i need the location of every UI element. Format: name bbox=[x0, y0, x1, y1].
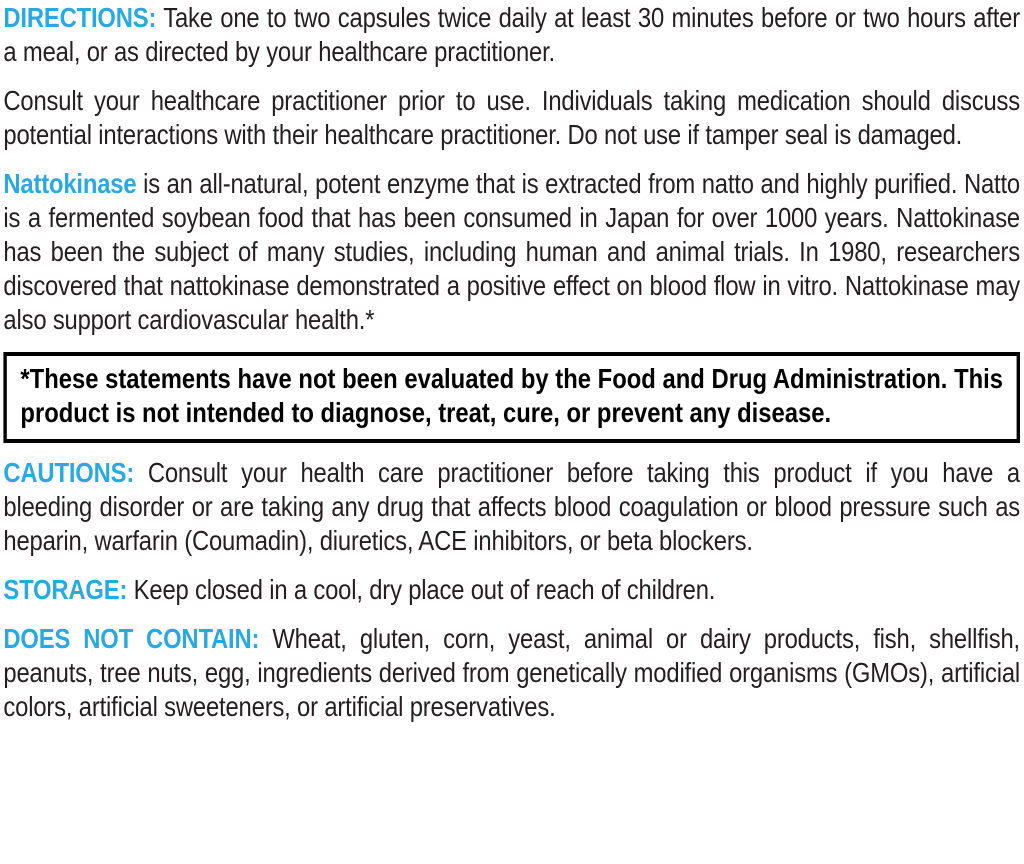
nattokinase-text: is an all-natural, potent enzyme that is extracted from natto and highly purified. Natto is a fermented soybean food that has been consumed in Japan for over 1000 years. Nattokinase has been the subject of many studies, including human and animal trials. In 1980, researchers discovered that nattokinase demonstrated a positive effect on blood flow in vitro. Nattokinase may also support cardiovascular health.* bbox=[3, 168, 1021, 335]
nattokinase-heading: Nattokinase bbox=[3, 168, 137, 199]
directions-text: Take one to two capsules twice daily at least 30 minutes before or two hours after a meal, or as directed by your healthcare practitioner. bbox=[3, 2, 1021, 67]
does-not-contain-paragraph bbox=[3, 622, 1020, 724]
consult-text: Consult your healthcare practitioner prior to use. Individuals taking medication should discuss potential interactions with their healthcare practitioner. Do not use if tamper seal is damaged. bbox=[3, 85, 1020, 150]
storage-paragraph bbox=[3, 573, 1020, 607]
cautions-heading: CAUTIONS: bbox=[3, 457, 135, 488]
directions-paragraph bbox=[3, 1, 1020, 69]
cautions-text: Consult your health care practitioner before taking this product if you have a bleeding disorder or are taking any drug that affects blood coagulation or blood pressure such as heparin, warfarin (Coumadin), diuretics, ACE inhibitors, or beta blockers. bbox=[3, 457, 1020, 556]
consult-paragraph bbox=[3, 84, 1020, 152]
does-not-contain-text: Wheat, gluten, corn, yeast, animal or dairy products, fish, shellfish, peanuts, tree nuts, egg, ingredients derived from genetically modified organisms (GMOs), artificial colors, artificial sweeteners, or artificial preservatives. bbox=[3, 623, 1020, 722]
fda-disclaimer-box bbox=[3, 352, 1020, 443]
fda-disclaimer-text: *These statements have not been evaluated by the Food and Drug Administration. This product is not intended to diagnose, treat, cure, or prevent any disease. bbox=[20, 363, 1003, 428]
nattokinase-paragraph bbox=[3, 167, 1020, 337]
storage-text: Keep closed in a cool, dry place out of reach of children. bbox=[127, 574, 716, 605]
does-not-contain-heading: DOES NOT CONTAIN: bbox=[3, 623, 260, 654]
storage-heading: STORAGE: bbox=[3, 574, 128, 605]
directions-heading: DIRECTIONS: bbox=[3, 2, 157, 33]
cautions-paragraph bbox=[3, 456, 1020, 558]
